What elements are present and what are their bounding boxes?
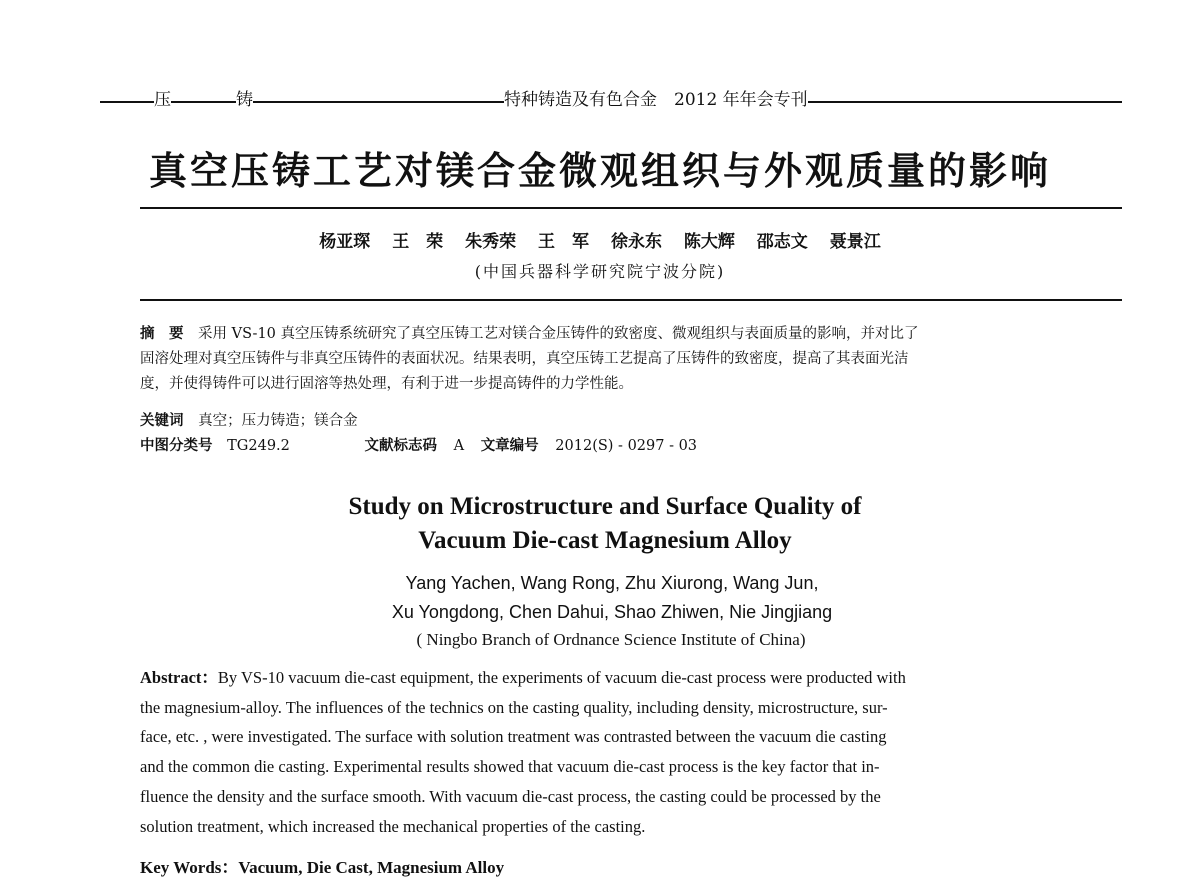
paper-title-en [0,490,1200,558]
authors-en-line-2: Xu Yongdong, Chen Dahui, Shao Zhiwen, Nie Jingjiang [391,602,833,622]
abstract-zh-line-1 [140,322,1098,347]
abstract-en-line-4: and the common die casting. Experimental results showed that vacuum die-cast process is the key factor that in- [140,757,880,777]
article-number-value: 2012(S) - 0297 - 03 [555,438,698,454]
author-zh: 徐永东 [610,232,662,252]
author-zh: 邵志文 [756,232,808,252]
article-number-label: 文章编号 [480,438,539,454]
classification-line [140,434,697,458]
abstract-en-line-2: the magnesium-alloy. The influences of the technics on the casting quality, including density, microstructure, sur- [140,697,888,717]
abstract-en [140,663,1080,841]
author-zh: 陈大辉 [683,232,735,252]
abstract-zh-line-2: 固溶处理对真空压铸件与非真空压铸件的表面状况。结果表明，真空压铸工艺提高了压铸件的致密度，提高了其表面光洁 [140,351,909,367]
abstract-en-text: By VS-10 vacuum die-cast equipment, the experiments of vacuum die-cast process were producted with [217,668,906,687]
keywords-zh-value: 真空；压力铸造；镁合金 [198,413,358,429]
abstract-en-line-5: fluence the density and the surface smooth. With vacuum die-cast process, the casting could be processed by the [140,786,881,806]
affiliation-en: ( Ningbo Branch of Ordnance Science Institute of China) [416,630,806,649]
authors-zh [0,230,1200,254]
abstract-en-label: Abstract： [140,668,218,687]
doc-code-value: A [453,438,465,454]
abstract-zh-text: 采用 VS-10 真空压铸系统研究了真空压铸工艺对镁合金压铸件的致密度、微观组织与表面质量的影响，并对比了 [198,326,919,342]
authors-en [0,569,1200,627]
paper-title-zh: 真空压铸工艺对镁合金微观组织与外观质量的影响 [148,149,1051,193]
authors-en-line-1: Yang Yachen, Wang Rong, Zhu Xiurong, Wang Jun, [405,573,819,593]
keywords-zh [140,409,358,433]
clc-value: TG249.2 [227,438,290,454]
clc-label: 中图分类号 [140,438,213,454]
title-rule [140,207,1122,209]
running-header [100,86,1122,116]
header-journal-name: 特种铸造及有色合金 2012 年年会专刊 [504,90,808,110]
title-en-line-1: Study on Microstructure and Surface Quality of [348,493,862,520]
header-section-char-1: 压 [154,90,171,110]
author-zh: 朱秀荣 [465,232,517,252]
author-zh: 王 军 [538,232,590,252]
authors-rule [140,299,1122,301]
abstract-en-line-6: solution treatment, which increased the mechanical properties of the casting. [140,816,646,836]
abstract-en-line-1 [140,663,1080,693]
abstract-zh-line-3: 度，并使得铸件可以进行固溶等热处理，有利于进一步提高铸件的力学性能。 [140,376,633,392]
author-zh: 杨亚琛 [319,232,371,252]
keywords-zh-label: 关键词 [140,413,184,429]
abstract-zh [140,322,1098,397]
title-en-line-2: Vacuum Die-cast Magnesium Alloy [418,527,792,554]
keywords-en-label: Key Words： [140,858,239,877]
keywords-en-value: Vacuum, Die Cast, Magnesium Alloy [238,858,505,877]
affiliation-zh: (中国兵器科学研究院宁波分院) [474,262,726,281]
author-zh: 王 荣 [392,232,444,252]
keywords-en [140,854,504,882]
abstract-zh-label: 摘 要 [140,326,184,342]
doc-code-label: 文献标志码 [364,438,437,454]
abstract-en-line-3: face, etc. , were investigated. The surface with solution treatment was contrasted between the vacuum die casting [140,727,887,747]
header-section-char-2: 铸 [236,90,253,110]
author-zh: 聂景江 [829,232,881,252]
